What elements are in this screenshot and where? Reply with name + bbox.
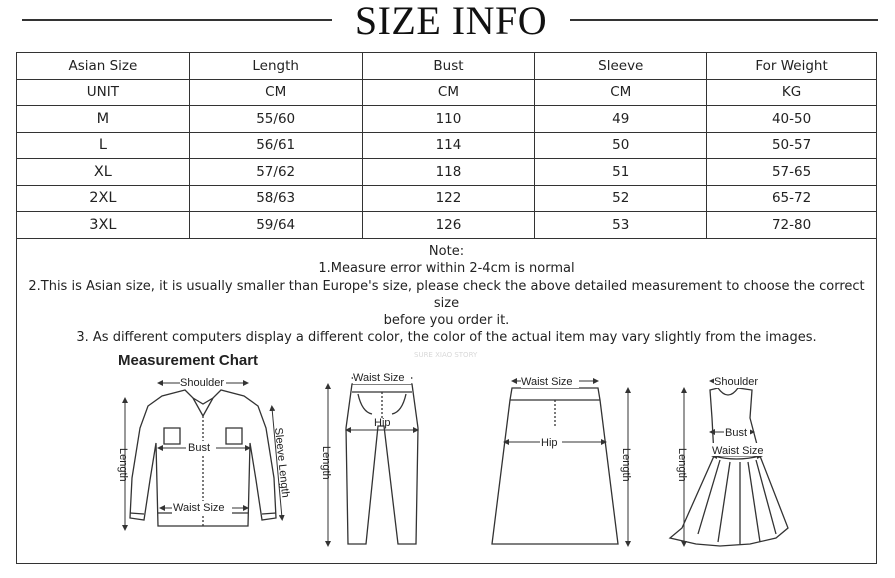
header-cell: Asian Size — [17, 53, 190, 80]
header-rule-right — [570, 19, 878, 21]
shirt-bust-label: Bust — [188, 442, 211, 454]
table-cell: 118 — [362, 159, 535, 186]
shirt-length-label: Length — [117, 448, 129, 482]
skirt-length-label: Length — [620, 448, 632, 482]
size-table — [16, 52, 877, 239]
note-line: 1.Measure error within 2-4cm is normal — [318, 261, 575, 277]
table-cell: 50 — [535, 132, 707, 159]
note-line: before you order it. — [383, 313, 510, 329]
table-cell: 72-80 — [707, 212, 877, 239]
header — [0, 0, 895, 44]
pants-waist-label: Waist Size — [353, 372, 405, 384]
page-title: SIZE INFO — [354, 0, 548, 43]
garment-diagrams — [100, 368, 800, 548]
dress-shoulder-label: Shoulder — [714, 376, 759, 388]
header-cell: Bust — [362, 53, 535, 80]
table-row — [17, 159, 877, 186]
table-cell: 51 — [535, 159, 707, 186]
table-row — [17, 185, 877, 212]
pants-length-label: Length — [320, 446, 332, 480]
table-cell: 53 — [535, 212, 707, 239]
table-cell: 57/62 — [189, 159, 362, 186]
dress-waist-label: Waist Size — [712, 445, 764, 457]
shirt-shoulder-label: Shoulder — [180, 377, 225, 389]
table-cell: 55/60 — [189, 106, 362, 133]
table-cell: 50-57 — [707, 132, 877, 159]
unit-cell: CM — [189, 79, 362, 106]
table-cell: 110 — [362, 106, 535, 133]
table-row — [17, 106, 877, 133]
table-cell: 65-72 — [707, 185, 877, 212]
unit-cell: CM — [535, 79, 707, 106]
dress-length-label: Length — [676, 448, 688, 482]
size-cell: L — [17, 132, 190, 159]
table-cell: 49 — [535, 106, 707, 133]
size-cell: XL — [17, 159, 190, 186]
dress-bust-label: Bust — [725, 427, 748, 439]
skirt-hip-label: Hip — [541, 437, 558, 449]
table-row — [17, 212, 877, 239]
table-row — [17, 132, 877, 159]
unit-cell: KG — [707, 79, 877, 106]
header-cell: Length — [189, 53, 362, 80]
size-cell: 2XL — [17, 185, 190, 212]
shirt-waist-label: Waist Size — [173, 502, 225, 514]
table-header-row — [17, 53, 877, 80]
skirt-diagram — [492, 381, 628, 544]
table-cell: 59/64 — [189, 212, 362, 239]
table-cell: 56/61 — [189, 132, 362, 159]
watermark: SURE XIAO STORY — [414, 351, 478, 359]
table-unit-row — [17, 79, 877, 106]
table-cell: 126 — [362, 212, 535, 239]
header-cell: For Weight — [707, 53, 877, 80]
pants-diagram — [328, 378, 418, 544]
size-cell: M — [17, 106, 190, 133]
shirt-sleeve-label: Sleeve Length — [272, 427, 292, 499]
measurement-chart-title: Measurement Chart — [118, 352, 259, 369]
table-cell: 57-65 — [707, 159, 877, 186]
size-cell: 3XL — [17, 212, 190, 239]
table-cell: 114 — [362, 132, 535, 159]
notes-heading: Note: — [428, 244, 465, 259]
pants-hip-label: Hip — [374, 417, 391, 429]
table-cell: 122 — [362, 185, 535, 212]
skirt-waist-label: Waist Size — [521, 376, 573, 388]
table-cell: 58/63 — [189, 185, 362, 212]
header-rule-left — [22, 19, 332, 21]
header-cell: Sleeve — [535, 53, 707, 80]
note-line: 2.This is Asian size, it is usually smaller than Europe's size, please check the above detailed measurement to choose the correct size — [28, 278, 865, 311]
notes-block — [17, 243, 876, 347]
table-cell: 40-50 — [707, 106, 877, 133]
table-cell: 52 — [535, 185, 707, 212]
note-line: 3. As different computers display a different color, the color of the actual item may vary slightly from the images. — [76, 330, 817, 346]
unit-cell: UNIT — [17, 79, 190, 106]
unit-cell: CM — [362, 79, 535, 106]
